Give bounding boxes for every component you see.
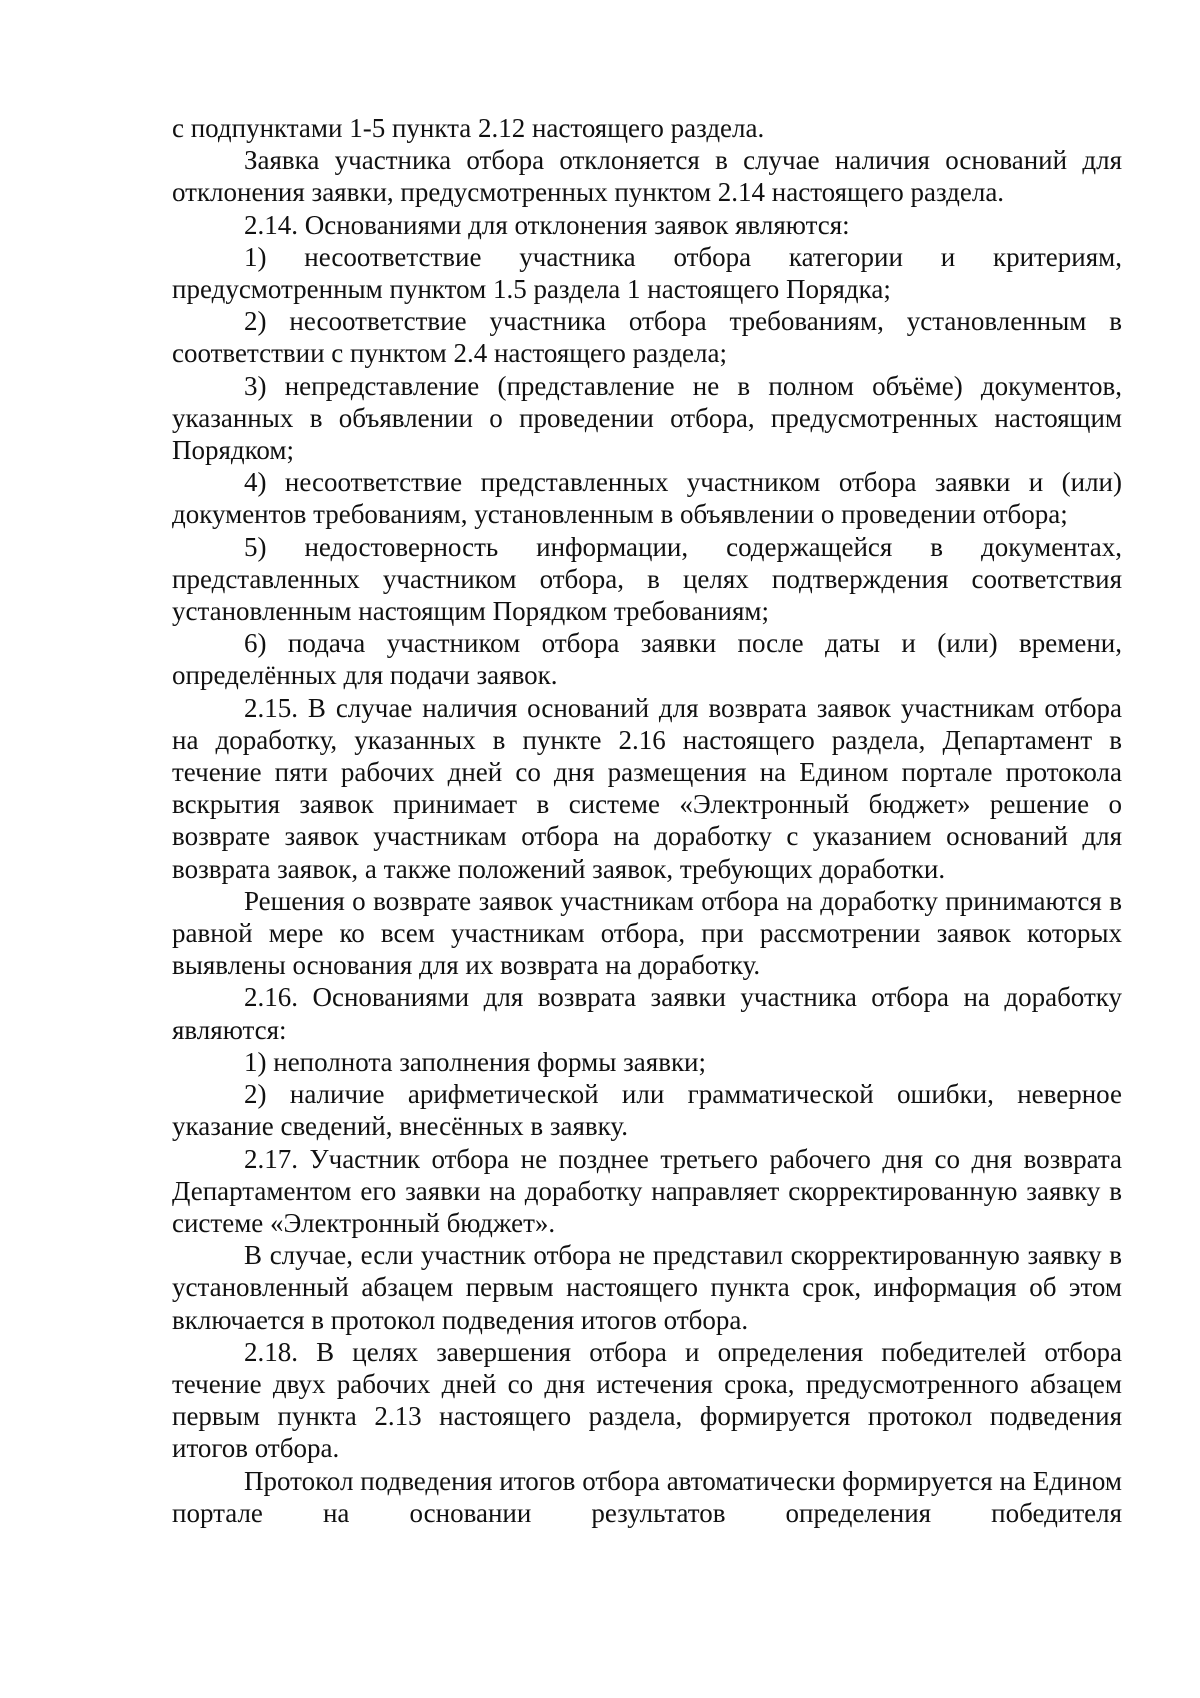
paragraph-9: 6) подача участником отбора заявки после даты и (или) времени, определённых для подачи заявок. [172,628,1122,691]
paragraph-10: 2.15. В случае наличия оснований для возврата заявок участникам отбора на доработку, указанных в пункте 2.16 настоящего раздела, Департамент в течение пяти рабочих дней со дня размещения на Едином портале протокола вскрытия заявок принимает в системе «Электронный бюджет» решение о возврате заявок участникам отбора на доработку с указанием оснований для возврата заявок, а также положений заявок, требующих доработки. [172,692,1122,884]
paragraph-3: 2.14. Основаниями для отклонения заявок являются: [244,209,850,240]
paragraph-17: 2.18. В целях завершения отбора и определения победителей отбора течение двух рабочих дней со дня истечения срока, предусмотренного абзацем первым пункта 2.13 настоящего раздела, формируется протокол подведения итогов отбора. [172,1336,1122,1464]
paragraph-4: 1) несоответствие участника отбора категории и критериям, предусмотренным пунктом 1.5 раздела 1 настоящего Порядка; [172,241,1122,305]
paragraph-8: 5) недостоверность информации, содержащейся в документах, представленных участником отбора, в целях подтверждения соответствия установленным настоящим Порядком требованиям; [172,531,1122,627]
paragraph-12: 2.16. Основаниями для возврата заявки участника отбора на доработку являются: [172,982,1122,1045]
paragraph-15: 2.17. Участник отбора не позднее третьего рабочего дня со дня возврата Департаментом его заявки на доработку направляет скорректированную заявку в системе «Электронный бюджет». [172,1143,1122,1238]
paragraph-5: 2) несоответствие участника отбора требованиям, установленным в соответствии с пунктом 2.4 настоящего раздела; [172,306,1122,369]
paragraph-18: Протокол подведения итогов отбора автоматически формируется на Едином портале на основании результатов определения победителя [172,1465,1122,1528]
paragraph-1: с подпунктами 1-5 пункта 2.12 настоящего раздела. [172,113,765,143]
paragraph-13: 1) неполнота заполнения формы заявки; [244,1046,707,1077]
paragraph-16: В случае, если участник отбора не представил скорректированную заявку в установленный абзацем первым настоящего пункта срок, информация об этом включается в протокол подведения итогов отбора. [172,1240,1122,1335]
document-page [172,112,1122,1529]
paragraph-7: 4) несоответствие представленных участником отбора заявки и (или) документов требованиям, установленным в объявлении о проведении отбора; [172,467,1122,530]
paragraph-11: Решения о возврате заявок участникам отбора на доработку принимаются в равной мере ко всем участникам отбора, при рассмотрении заявок которых выявлены основания для их возврата на доработку. [172,885,1122,981]
paragraph-2: Заявка участника отбора отклоняется в случае наличия оснований для отклонения заявки, предусмотренных пунктом 2.14 настоящего раздела. [172,145,1122,208]
paragraph-6: 3) непредставление (представление не в полном объёме) документов, указанных в объявлении о проведении отбора, предусмотренных настоящим Порядком; [172,370,1122,466]
paragraph-14: 2) наличие арифметической или грамматической ошибки, неверное указание сведений, внесённых в заявку. [172,1079,1122,1142]
